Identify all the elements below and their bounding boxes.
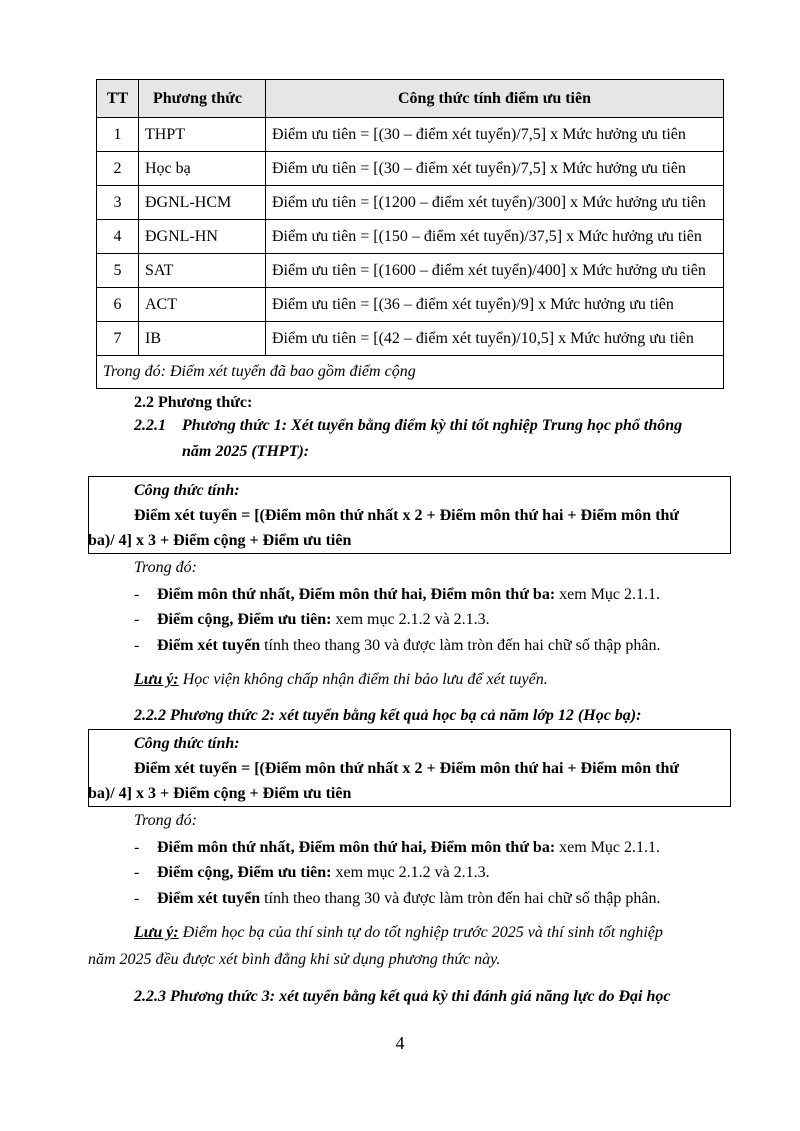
method1-formula-line2: ba)/ 4] x 3 + Điểm cộng + Điểm ưu tiên	[88, 532, 352, 549]
method2-dash: -	[134, 890, 140, 907]
method1-note: Lưu ý: Học viện không chấp nhận điểm thi bảo lưu để xét tuyển.	[134, 671, 548, 688]
table-row	[97, 288, 724, 322]
method2-where: Trong đó:	[134, 812, 197, 829]
method3-title: 2.2.3 Phương thức 3: xét tuyển bằng kết quả kỳ thi đánh giá năng lực do Đại học	[134, 988, 671, 1005]
row-formula: Điểm ưu tiên = [(36 – điểm xét tuyển)/9] x Mức hưởng ưu tiên	[266, 288, 724, 322]
method2-dash: -	[134, 864, 140, 881]
table-row	[97, 186, 724, 220]
method2-note-line1: Lưu ý: Điểm học bạ của thí sinh tự do tốt nghiệp trước 2025 và thí sinh tốt nghiệp	[134, 924, 663, 941]
row-formula: Điểm ưu tiên = [(30 – điểm xét tuyển)/7,5] x Mức hưởng ưu tiên	[266, 152, 724, 186]
table-note: Trong đó: Điểm xét tuyển đã bao gồm điểm cộng	[97, 356, 724, 389]
row-method: ĐGNL-HN	[139, 220, 266, 254]
table-row	[97, 118, 724, 152]
table-row	[97, 220, 724, 254]
method2-note-label: Lưu ý:	[134, 924, 179, 941]
method2-bullet-3: Điểm xét tuyển tính theo thang 30 và được làm tròn đến hai chữ số thập phân.	[157, 890, 661, 907]
method1-dash: -	[134, 586, 140, 603]
row-tt: 6	[97, 288, 139, 322]
table-row	[97, 322, 724, 356]
page-number: 4	[395, 1033, 405, 1053]
method1-formula-line1: Điểm xét tuyển = [(Điểm môn thứ nhất x 2 + Điểm môn thứ hai + Điểm môn thứ	[134, 507, 680, 524]
table-header-row	[97, 80, 724, 118]
row-formula: Điểm ưu tiên = [(30 – điểm xét tuyển)/7,5] x Mức hưởng ưu tiên	[266, 118, 724, 152]
row-method: SAT	[139, 254, 266, 288]
header-method: Phương thức	[139, 80, 266, 118]
method2-bullet-1: Điểm môn thứ nhất, Điểm môn thứ hai, Điểm môn thứ ba: xem Mục 2.1.1.	[157, 839, 661, 856]
header-tt: TT	[97, 80, 139, 118]
method1-box-label: Công thức tính:	[134, 482, 240, 499]
row-method: IB	[139, 322, 266, 356]
method2-box-label: Công thức tính:	[134, 735, 240, 752]
method1-bullet-2: Điểm cộng, Điểm ưu tiên: xem mục 2.1.2 và 2.1.3.	[157, 611, 490, 628]
method1-dash: -	[134, 637, 140, 654]
section-heading-2-2: 2.2 Phương thức:	[134, 394, 253, 411]
method2-formula-line1: Điểm xét tuyển = [(Điểm môn thứ nhất x 2 + Điểm môn thứ hai + Điểm môn thứ	[134, 760, 680, 777]
method1-note-label: Lưu ý:	[134, 671, 179, 688]
header-formula: Công thức tính điểm ưu tiên	[266, 80, 724, 118]
row-formula: Điểm ưu tiên = [(1200 – điểm xét tuyển)/300] x Mức hưởng ưu tiên	[266, 186, 724, 220]
row-method: THPT	[139, 118, 266, 152]
method1-bullet-1: Điểm môn thứ nhất, Điểm môn thứ hai, Điểm môn thứ ba: xem Mục 2.1.1.	[157, 586, 661, 603]
method2-title: 2.2.2 Phương thức 2: xét tuyển bằng kết quả học bạ cả năm lớp 12 (Học bạ):	[134, 707, 642, 724]
row-formula: Điểm ưu tiên = [(1600 – điểm xét tuyển)/400] x Mức hưởng ưu tiên	[266, 254, 724, 288]
row-formula: Điểm ưu tiên = [(150 – điểm xét tuyển)/37,5] x Mức hưởng ưu tiên	[266, 220, 724, 254]
method1-number: 2.2.1	[134, 417, 166, 434]
method1-title-line1: Phương thức 1: Xét tuyển bằng điểm kỳ thi tốt nghiệp Trung học phổ thông	[182, 417, 683, 434]
row-tt: 3	[97, 186, 139, 220]
method2-formula-line2: ba)/ 4] x 3 + Điểm cộng + Điểm ưu tiên	[88, 785, 352, 802]
table-row	[97, 254, 724, 288]
method2-dash: -	[134, 839, 140, 856]
row-tt: 1	[97, 118, 139, 152]
row-method: Học bạ	[139, 152, 266, 186]
method2-bullet-2: Điểm cộng, Điểm ưu tiên: xem mục 2.1.2 và 2.1.3.	[157, 864, 490, 881]
row-method: ĐGNL-HCM	[139, 186, 266, 220]
row-tt: 5	[97, 254, 139, 288]
method2-note-line2: năm 2025 đều được xét bình đẳng khi sử dụng phương thức này.	[88, 951, 501, 968]
row-tt: 7	[97, 322, 139, 356]
row-tt: 4	[97, 220, 139, 254]
table-note-row	[97, 356, 724, 389]
method1-where: Trong đó:	[134, 559, 197, 576]
priority-formula-table	[96, 79, 724, 389]
method1-dash: -	[134, 611, 140, 628]
row-formula: Điểm ưu tiên = [(42 – điểm xét tuyển)/10,5] x Mức hưởng ưu tiên	[266, 322, 724, 356]
table-row	[97, 152, 724, 186]
row-tt: 2	[97, 152, 139, 186]
row-method: ACT	[139, 288, 266, 322]
method1-title-line2: năm 2025 (THPT):	[182, 443, 310, 460]
method1-bullet-3: Điểm xét tuyển tính theo thang 30 và được làm tròn đến hai chữ số thập phân.	[157, 637, 661, 654]
